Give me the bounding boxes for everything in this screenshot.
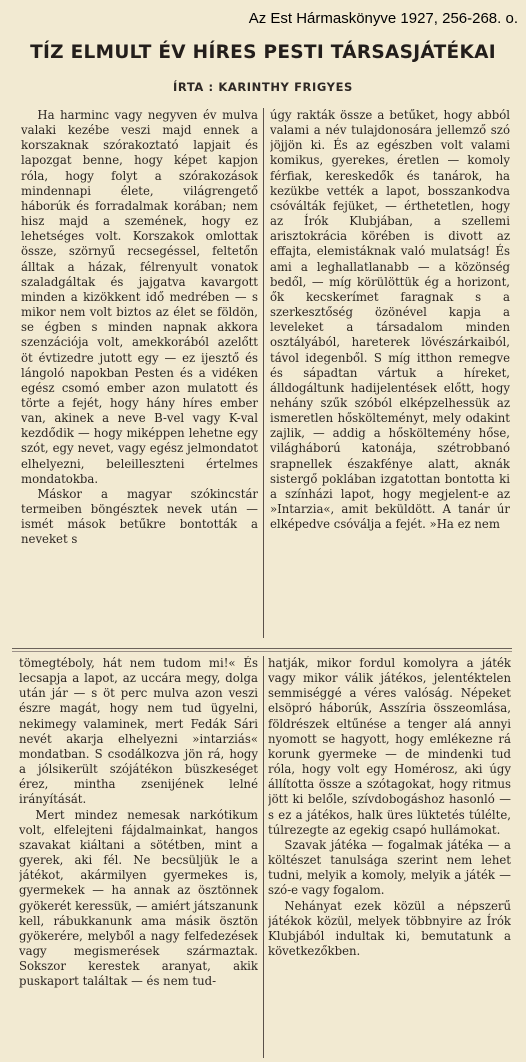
paragraph: hatják, mikor fordul komolyra a játék vagy mikor válik játékos, jelentéktelen semmiséggé a véres valóság. Népeket elsöpró háborúk, Asszíria összeomlása, földrészek eltűnése a tenger alá annyi nyomott se hagyott, hogy emlékezne rá korunk gyermeke — de mindenki tud róla, hogy volt egy Homérosz, aki úgy állította össze a szótagokat, hogy ritmus jött ki belőle, szívdobogáshoz hasonló — s ez a játékos, halk üres lüktetés túlélte, túlrezegte az egekig csapó hullámokat. (268, 656, 511, 837)
paragraph: tömegtéboly, hát nem tudom mi!« És lecsapja a lapot, az uccára megy, dolga után jár — s öt perc mulva azon veszi észre magát, hogy nem tud ügyelni, nekimegy valaminek, mert Fedák Sári nevét akarja elhelyezni »intarziás« mondatban. S csodálkozva jön rá, hogy a jólsikerült szójátékon büszkeséget érez, mintha zsenijének lelné irányítását. (19, 656, 258, 807)
paragraph: úgy rakták össze a betűket, hogy abból valami a név tulajdonosára jellemző szó jöjjön ki. És az egészben volt valami komikus, gyerekes, éretlen — komoly férfiak, kereskedők és tanárok, ha kezükbe vették a lapot, bosszankodva csóválták fejüket, — érthetetlen, hogy az Írók Klubjában, a szellemi arisztokrácia körében is divott az effajta, elemistáknak való mulatság! És ami a leghallatlanabb — a közönség bedől, — míg körülöttük ég a horizont, ők kecskerímet faragnak s a szerkesztőség özönével kapja a leveleket a társadalom minden osztályából, hareterek lövészárkaiból, távol idegenből. S míg itthon remegve és sápadtan vártuk a híreket, álldogáltunk hadijelentések előtt, hogy nehány szűk szóból elképzelhessük az ismeretlen hőskölteményt, mely odakint zajlik, — addig a hősköltemény hőse, világháború katonája, szétrobbanó srapnellek északfénye alatt, aknák sistergő poklában izgatottan bontotta ki a színházi lapot, hogy megjelent-e az »Intarzia«, amit beküldött. A tanár úr elképedve csóválja a fejét. »Ha ez nem (270, 108, 510, 532)
source-citation: Az Est Hármaskönyve 1927, 256-268. o. (248, 10, 518, 27)
paragraph: Máskor a magyar szókincstár termeiben böngésztek nevek után — ismét mások betűkre bontották a neveket s (21, 486, 258, 547)
section-divider-secondary (12, 651, 512, 652)
paragraph: Ha harminc vagy negyven év mulva valaki kezébe veszi majd ennek a korszaknak szórakoztató lapjait és lapozgat benne, hogy képet kapjon róla, hogy folyt a szórakozások mindennapi élete, világrengető háborúk és forradalmak korában; nem hisz majd a szemének, hogy ez lehetséges volt. Korszakok omlottak össze, szörnyű recsegéssel, feltetőn álltak a házak, félrenyult vonatok szaladgáltak és jajgatva kavargott minden a kizökkent idő medrében — s mikor nem volt biztos az élet se földön, se égben s minden napnak akkora szenzációja volt, amekkorából azelőtt öt évtizedre jutott egy — ez ijesztő és lángoló napokban Pesten és a vidéken egész csomó ember azon mulatott és törte a fejét, hogy hány híres ember van, akinek a neve B-vel vagy K-val kezdődik — hogy miképpen lehetne egy szót, egy nevet, vagy egész jelmondatot elhelyezni, beleilleszteni értelmes mondatokba. (21, 108, 258, 486)
text-column-4 (268, 656, 511, 1058)
paragraph: Nehányat ezek közül a népszerű játékok közül, melyek többnyire az Írók Klubjából indultak ki, bemutatunk a következőkben. (268, 898, 511, 958)
article-title: TÍZ ELMULT ÉV HÍRES PESTI TÁRSASJÁTÉKAI (30, 42, 496, 63)
text-column-1 (21, 108, 258, 638)
paragraph: Szavak játéka — fogalmak játéka — a költészet tanulsága szerint nem lehet tudni, melyik a komoly, melyik a játék — szó-e vagy fogalom. (268, 837, 511, 898)
paragraph: Mert mindez nemesak narkótikum volt, elfelejteni fájdalmainkat, hangos szavakat kiáltani a sötétben, mint a gyerek, aki fél. Ne becsüljük le a játékot, akármilyen gyermekes is, gyermekek — ha annak az ösztönnek gyökerét keressük, — amiért játszanunk kell, rábukkanunk ama másik ösztön gyökerére, melyből a nagy felfedezések vagy megismerések származtak. Sokszor kerestek aranyat, akik puskaport találtak — és nem tud- (19, 807, 258, 989)
text-column-3 (19, 656, 258, 1058)
article-byline: ÍRTA : KARINTHY FRIGYES (173, 80, 353, 94)
section-divider (12, 648, 512, 649)
column-divider (263, 108, 264, 638)
text-column-2 (270, 108, 510, 638)
column-divider (263, 656, 264, 1058)
